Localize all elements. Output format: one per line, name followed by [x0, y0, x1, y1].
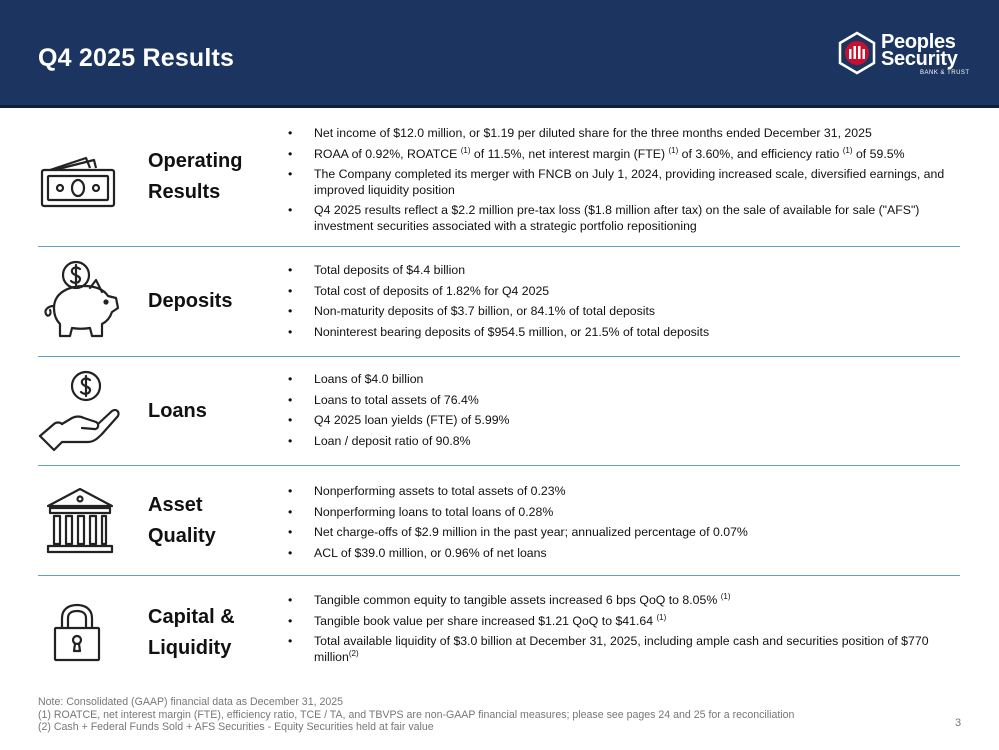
header-bar	[0, 0, 999, 108]
section-label	[148, 602, 235, 664]
hand-dollar-icon	[38, 368, 122, 458]
bullet-item: • Loans to total assets of 76.4%	[288, 393, 948, 409]
bullet-item: • Nonperforming assets to total assets of 0.23%	[288, 484, 948, 500]
bullet-item: • ROAA of 0.92%, ROATCE $^{(1)}$ of 11.5%, net interest margin (FTE) $^{(1)}$ of 3.60%, and efficiency ratio $^{(1)}$ of 59.5%	[288, 147, 948, 163]
label-line: Results	[148, 181, 221, 203]
page-title: Q4 2025 Results	[38, 44, 235, 72]
label-line: Deposits	[148, 290, 233, 312]
logo-mark-icon	[834, 30, 880, 76]
section-label	[148, 490, 216, 552]
label-line: Operating	[148, 150, 243, 172]
bullet-list	[288, 263, 948, 345]
logo-text-security: Security	[881, 48, 958, 70]
section-divider	[38, 356, 960, 357]
padlock-icon	[52, 602, 102, 664]
section-divider	[38, 246, 960, 247]
bullet-item: • Net income of $12.0 million, or $1.19 per diluted share for the three months ended December 31, 2025	[288, 126, 948, 142]
bullet-list	[288, 372, 948, 454]
section-loans	[38, 360, 960, 464]
footnote: Note: Consolidated (GAAP) financial data as December 31, 2025	[38, 696, 344, 708]
bullet-item: • Tangible book value per share increased $1.21 QoQ to $41.64 $^{(1)}$	[288, 614, 948, 630]
footnotes	[38, 696, 794, 734]
label-line: Liquidity	[148, 637, 232, 659]
label-line: Loans	[148, 400, 207, 422]
bullet-list	[288, 484, 948, 566]
section-asset-quality	[38, 470, 960, 574]
bullet-item: • Net charge-offs of $2.9 million in the past year; annualized percentage of 0.07%	[288, 525, 948, 541]
section-operating-results	[38, 120, 960, 242]
bullet-item: • Non-maturity deposits of $3.7 billion, or 84.1% of total deposits	[288, 304, 948, 320]
bank-building-icon	[44, 486, 116, 556]
logo-subtext: BANK & TRUST	[920, 70, 970, 76]
bullet-item: • Total deposits of $4.4 billion	[288, 263, 948, 279]
bullet-list	[288, 593, 948, 670]
bullet-item: • ACL of $39.0 million, or 0.96% of net loans	[288, 546, 948, 562]
section-divider	[38, 575, 960, 576]
section-label	[148, 146, 242, 208]
bullet-item: • The Company completed its merger with FNCB on July 1, 2024, providing increased scale, diversified earnings, and improved liquidity position	[288, 167, 948, 198]
bullet-item: • Loans of $4.0 billion	[288, 372, 948, 388]
label-line: Capital &	[148, 606, 235, 628]
label-line: Quality	[148, 525, 216, 547]
bullet-list	[288, 126, 948, 239]
label-line: Asset	[148, 494, 203, 516]
bullet-item: • Total available liquidity of $3.0 billion at December 31, 2025, including ample cash and securities position of $770 million$^{(2)}$	[288, 634, 948, 665]
footnote: (2) Cash + Federal Funds Sold + AFS Securities - Equity Securities held at fair value	[38, 721, 434, 734]
bullet-item: • Q4 2025 loan yields (FTE) of 5.99%	[288, 413, 948, 429]
section-label	[148, 396, 207, 427]
logo-text-peoples: Peoples	[881, 31, 956, 53]
section-deposits	[38, 250, 960, 354]
bullet-item: • Total cost of deposits of 1.82% for Q4 2025	[288, 284, 948, 300]
bullet-item: • Q4 2025 results reflect a $2.2 million pre-tax loss ($1.8 million after tax) on the sale of available for sale ("AFS") investment securities associated with a strategic portfolio repositioning	[288, 203, 948, 234]
section-label	[148, 286, 232, 317]
section-divider	[38, 465, 960, 466]
bullet-item: • Noninterest bearing deposits of $954.5 million, or 21.5% of total deposits	[288, 325, 948, 341]
money-icon	[38, 150, 118, 210]
bullet-item: • Tangible common equity to tangible assets increased 6 bps QoQ to 8.05% $^{(1)}$	[288, 593, 948, 609]
bullet-item: • Nonperforming loans to total loans of 0.28%	[288, 505, 948, 521]
page-number: 3	[955, 717, 962, 729]
section-capital-liquidity	[38, 580, 960, 684]
footnote: (1) ROATCE, net interest margin (FTE), efficiency ratio, TCE / TA, and TBVPS are non-GAAP financial measures; please see pages 24 and 25 for a reconciliation	[38, 708, 795, 721]
peoples-security-logo	[834, 30, 974, 80]
bullet-item: • Loan / deposit ratio of 90.8%	[288, 434, 948, 450]
piggy-bank-icon	[38, 258, 122, 348]
